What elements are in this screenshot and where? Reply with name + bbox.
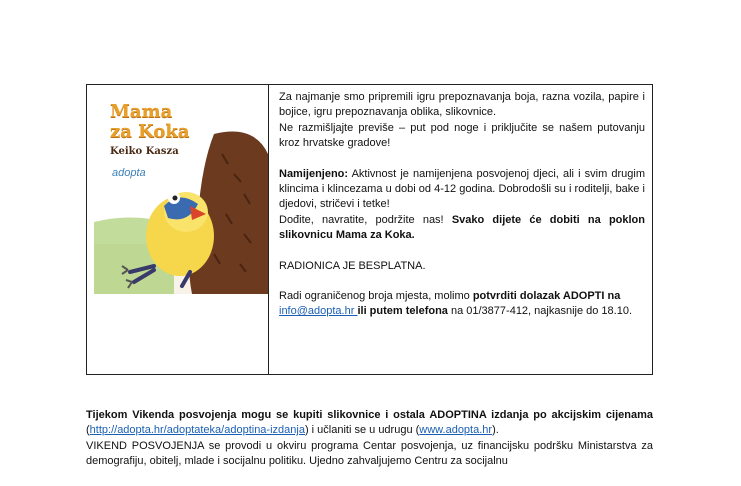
paragraph-gift <box>279 213 645 244</box>
email-link[interactable]: info@adopta.hr <box>279 305 358 318</box>
paragraph-free: RADIONICA JE BESPLATNA. <box>279 259 426 272</box>
cover-author: Keiko Kasza <box>110 146 179 157</box>
book-cover-image <box>94 94 268 294</box>
after-table-text <box>86 408 653 470</box>
shop-mid: ) i učlaniti se u udrugu ( <box>304 424 420 437</box>
rsvp-text: Radi ograničenog broja mjesta, molimo <box>279 290 473 303</box>
intended-text: Aktivnost je namijenjena posvojenoj djeci, ali i svim drugim klincima i klincezama u dobi od 4-12 godina. Dobrodošli su i roditelji, bake i djedovi, stričevi i tetke! <box>279 167 645 211</box>
rsvp-bold-1: potvrditi dolazak ADOPTI na <box>472 290 621 303</box>
gift-bold: Svako dijete će dobiti na poklon slikovnicu Mama za Koka. <box>279 213 645 242</box>
paragraph-intended <box>279 167 645 213</box>
paragraph-journey: Ne razmišljajte previše – put pod noge i priključite se našem putovanju kroz hrvatske gradove! <box>279 121 645 150</box>
rsvp-bold-2: ili putem telefona <box>357 305 448 318</box>
table-divider <box>268 84 269 375</box>
izdanja-link[interactable]: http://adopta.hr/adoptateka/adoptina-izdanja <box>89 424 305 437</box>
shop-paren-open: ( <box>86 424 90 437</box>
rsvp-phone: na 01/3877-412, najkasnije do 18.10. <box>447 305 633 318</box>
adopta-logo: adopta <box>112 167 146 179</box>
paragraph-shop <box>86 408 653 439</box>
info-text-column <box>279 90 645 320</box>
adopta-site-link[interactable]: www.adopta.hr <box>419 424 493 437</box>
cover-title-line2: za Koka <box>110 121 190 142</box>
intended-label: Namijenjeno: <box>279 167 349 180</box>
shop-close: ). <box>492 424 499 437</box>
paragraph-program: VIKEND POSVOJENJA se provodi u okviru programa Centar posvojenja, uz financijsku podršku Ministarstva za demografiju, obitelj, mlade i socijalnu politiku. Ujedno zahvaljujemo Centru za socijalnu <box>86 439 653 468</box>
paragraph-activities: Za najmanje smo pripremili igru prepoznavanja boja, razna vozila, papire i bojice, igru prepoznavanja oblika, slikovnice. <box>279 91 645 119</box>
cover-title-line1: Mama <box>110 101 173 122</box>
gift-plain: Dođite, navratite, podržite nas! <box>279 213 452 226</box>
shop-bold: Tijekom Vikenda posvojenja mogu se kupiti slikovnice i ostala ADOPTINA izdanja po akcijskim cijenama <box>86 409 653 421</box>
paragraph-rsvp <box>279 289 645 320</box>
